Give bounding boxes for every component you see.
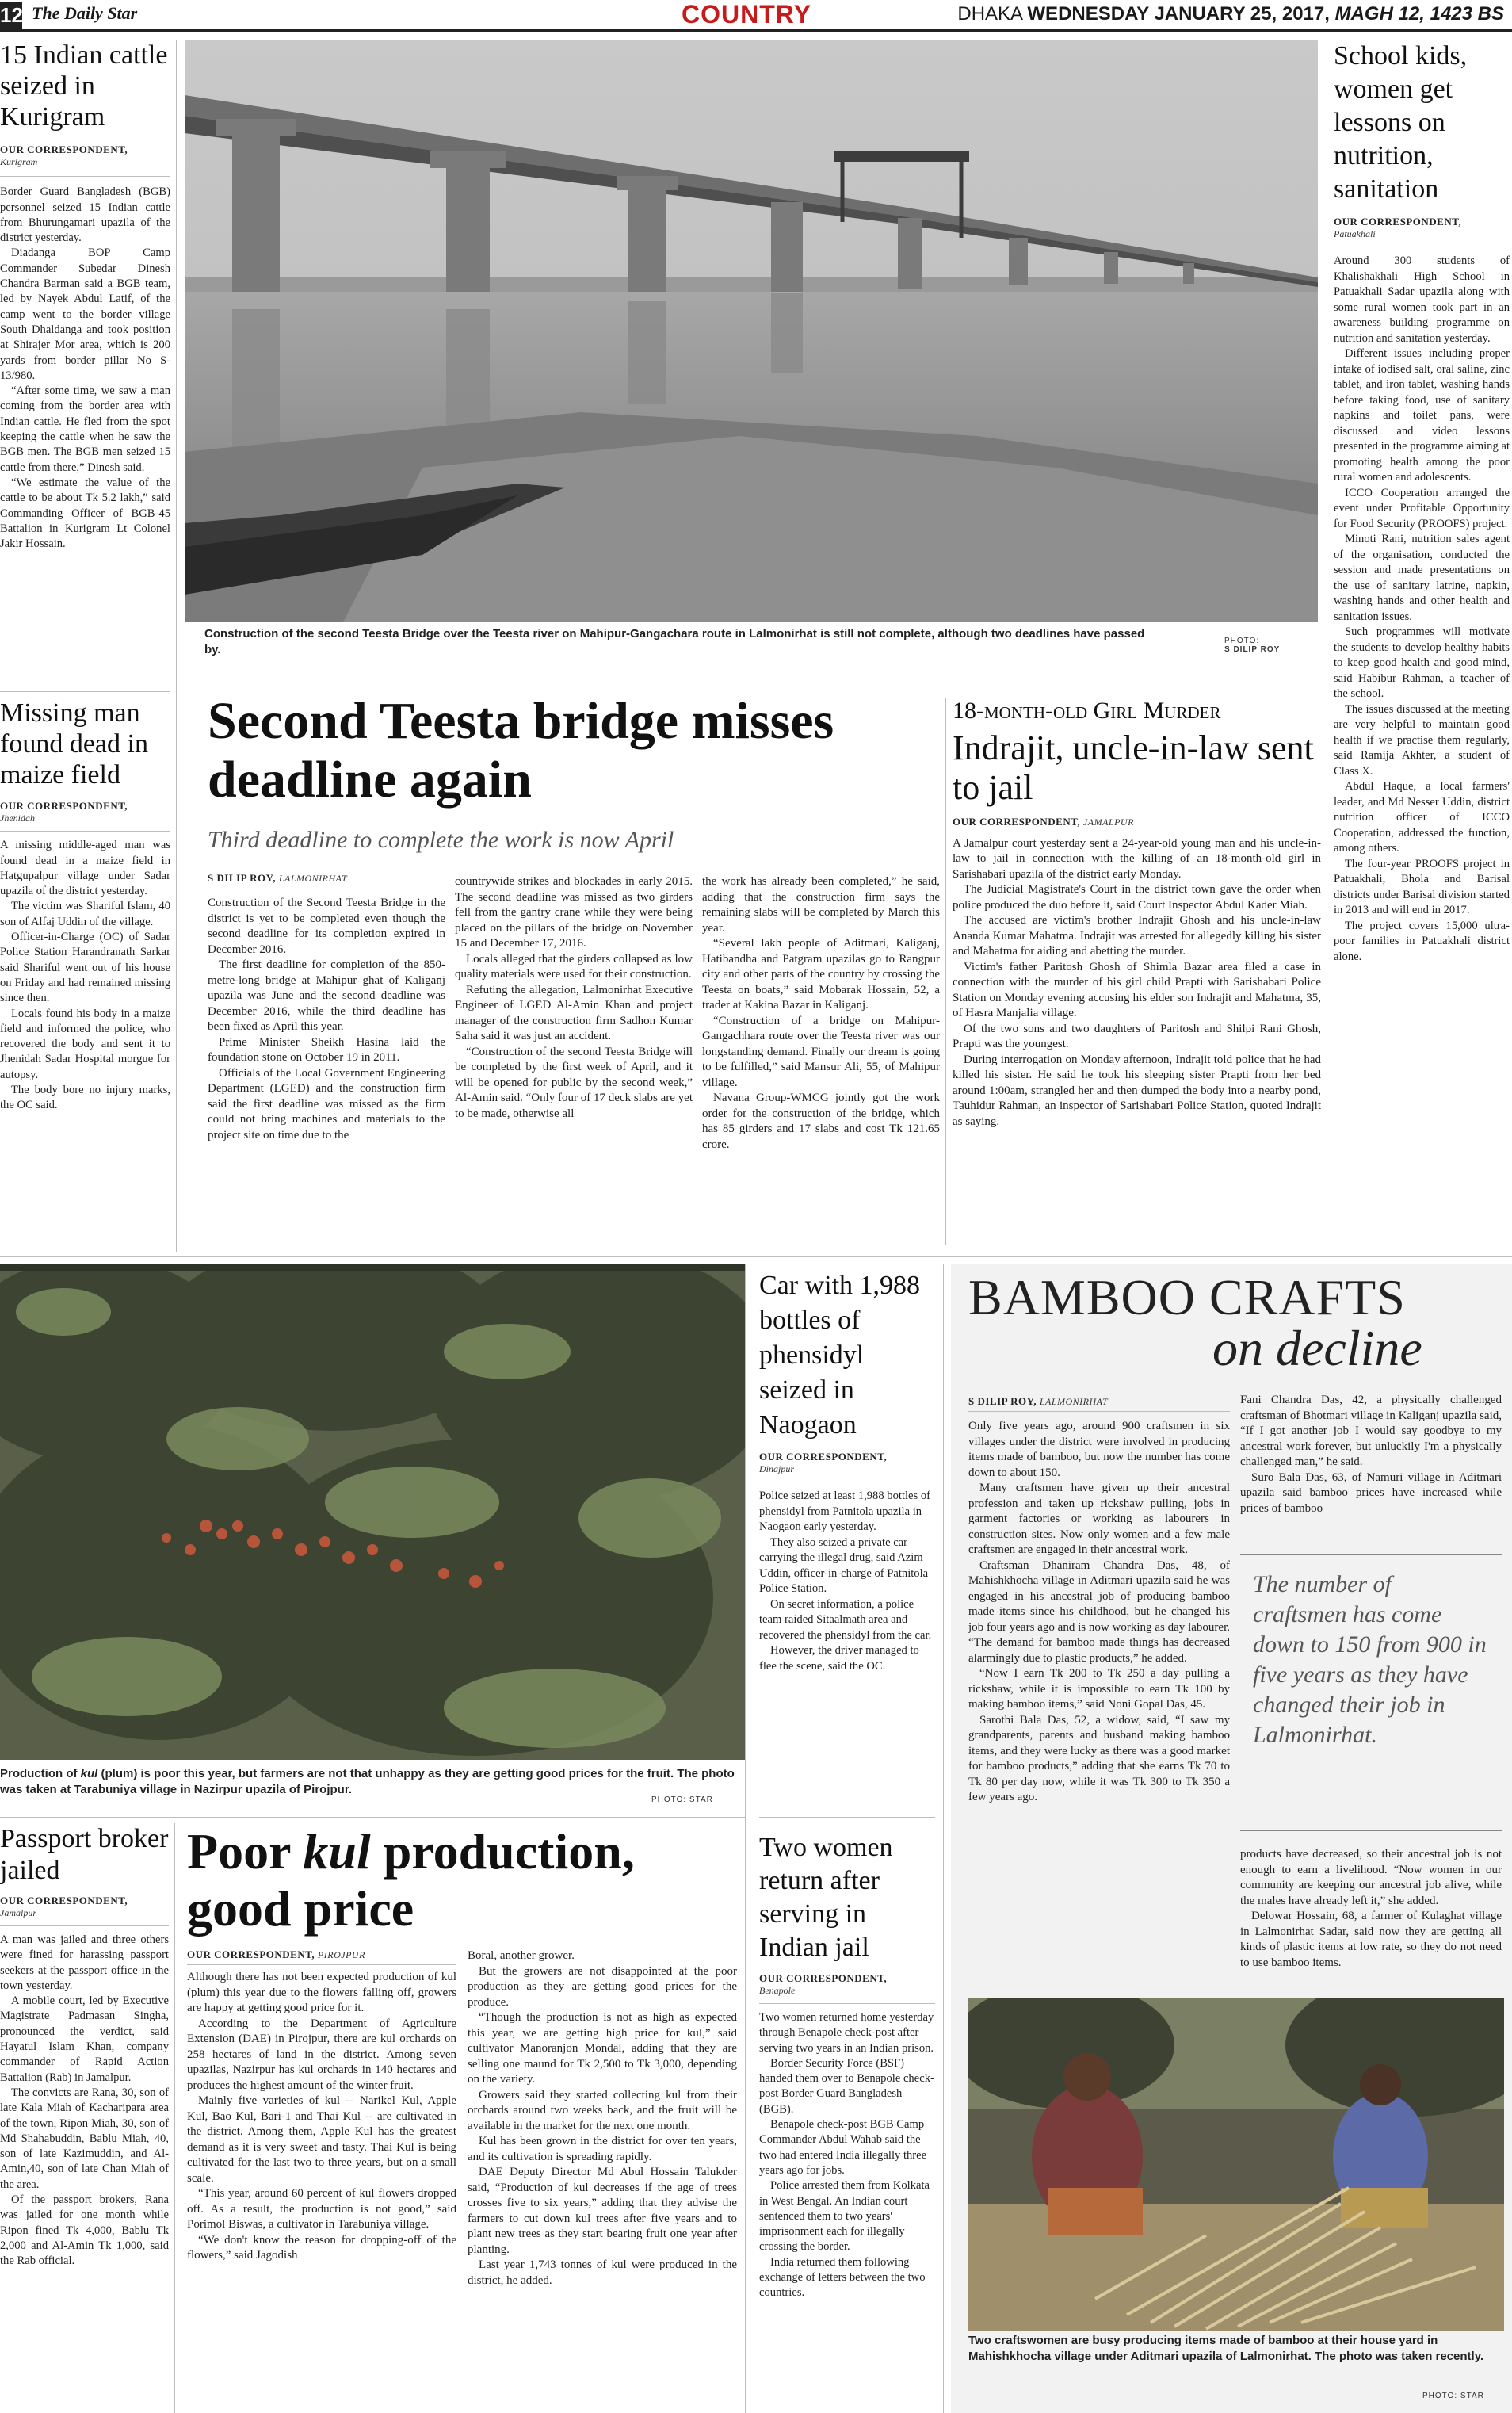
article-murder xyxy=(953,698,1321,1130)
article-body-col2-cont: products have decreased, so their ancestral job is not enough to earn a livelihood. “Now women in our community are keeping our ancestral job alive, while the males have already left it,” she added. Delowar Hossain, 68, a farmer of Kulaghat village in Lalmonirhat Sadar, said now they are getting all kinds of plastic items at low rate, so they do not need to use bamboo items. xyxy=(1240,1848,1502,1969)
section-title: COUNTRY xyxy=(682,0,812,29)
headline: 15 Indian cattle seized in Kurigram xyxy=(0,40,168,132)
article-phensidyl xyxy=(759,1268,935,1674)
byline: S DILIP ROY, LALMONIRHAT xyxy=(208,872,348,884)
bamboo-photo-caption: Two craftswomen are busy producing items made of bamboo at their house yard in Mahishkhocha village under Aditmari upazila of Lalmonirhat. The photo was taken recently. xyxy=(968,2334,1484,2363)
headline-italic: on decline xyxy=(1212,1320,1422,1376)
article-body: A missing middle-aged man was found dead in a maize field in Hatgupalpur village under Sadar upazila of the district yesterday. The victim was Shariful Islam, 40 son of Alfaj Uddin of the village. Officer-in-Charge (OC) of Sadar Police Station Harandranath Sarkar said Shariful went out of his house on Friday and had remained missing since then. Locals found his body in a maize field and informed the police, who recovered the body and sent it to Jhenidah Sadar Hospital morgue for autopsy. The body bore no injury marks, the OC said. xyxy=(0,839,170,1112)
dateline: Dinajpur xyxy=(759,1463,795,1474)
article-body-col1: Although there has not been expected production of kul (plum) this year due to the flowers falling off, growers are happy at getting good price for it. According to the Department of Agriculture Extension (DAE) in Pirojpur, there are kul orchards on 258 hectares of land in the district. Among seven upazilas, Nazirpur has kul orchards in 140 hectares and produces the highest amount of the winter fruit. Mainly five varieties of kul -- Narikel Kul, Apple Kul, Bao Kul, Bari-1 and Thai Kul -- are cultivated in the district. Among them, Apple Kul has the greatest demand as it is very sweet and tasty. Thai Kul is being cultivated for the last two to three years, but on a small scale. “This year, around 60 percent of kul flowers dropped off. As a result, the production is not good,” said Porimol Biswas, a cultivator in Tarabuniya village. “We don't know the reason for dropping-off of the flowers,” said Jagodish xyxy=(187,1971,456,2262)
dateline: Kurigram xyxy=(0,156,38,168)
subheadline: Third deadline to complete the work is now April xyxy=(208,827,674,853)
dateline: Benapole xyxy=(759,1985,796,1996)
article-school xyxy=(1334,40,1510,965)
article-body: Border Guard Bangladesh (BGB) personnel seized 15 Indian cattle from Bhurungamari upazila of the district yesterday. Diadanga BOP Camp Commander Subedar Dinesh Chandra Barman said a BGB team, led by Nayek Abdul Latif, of the camp went to the border village South Dhaldanga and took position at Shirajer Mor area, which is 200 yards from border pillar No S-13/980. “After some time, we saw a man coming from the border area with Indian cattle. He fled from the spot keeping the cattle when he saw the BGB men. The BGB men seized 15 cattle from there,” Dinesh said. “We estimate the value of the cattle to be about Tk 5.2 lakh,” said Commanding Officer of BGB-45 Battalion in Kurigram Lt Colonel Jakir Hossain. xyxy=(0,185,170,551)
photo-credit: PHOTO: STAR xyxy=(651,1795,713,1804)
kul-photo-caption: Production of kul (plum) is poor this year, but farmers are not that unhappy as they are getting good prices for the fruit. The photo was taken at Tarabuniya village in Nazirpur upazila of Pirojpur. xyxy=(0,1767,735,1796)
article-body-col2: countrywide strikes and blockades in early 2015. The second deadline was missed as two girders fell from the gantry crane while they were being placed on the pillars of the bridge on November 15 and December 17, 2016. Locals alleged that the girders collapsed as low quality materials were used for their construction. Refuting the allegation, Lalmonirhat Executive Engineer of LGED Al-Amin Khan and project manager of the construction firm Sadhon Kumar Saha said it was just an accident. “Construction of the second Teesta Bridge will be completed by the first week of April, and it will be opened for public by the second week,” Al-Amin said. “Only four of 17 deck slabs are yet to be made, otherwise all xyxy=(455,875,693,1120)
article-body-col1: Only five years ago, around 900 craftsmen in six villages under the district were involved in producing items made of bamboo, but now the number has come down to about 150. Many craftsmen have given up their ancestral profession and taken up rickshaw pulling, jobs in garment factories or working as labourers in construction sites. Now only women and a few male craftsmen are engaged in their ancestral work. Craftsman Dhaniram Chandra Das, 48, of Mahishkhocha village in Aditmari upazila said he was engaged in his ancestral job of producing bamboo made items since his childhood, but he changed his job four years ago and is now working as day labourer. “The demand for bamboo made things has decreased alarmingly due to plastic products,” he added. “Now I earn Tk 200 to Tk 250 a day pulling a rickshaw, while it is impossible to earn Tk 100 by making bamboo items,” said Noni Gopal Das, 45. Sarothi Bala Das, 52, a widow, said, “I saw my grandparents, parents and husband making bamboo items, and they were lucky as there was a good market for bamboo products,” adding that she earns Tk 70 to Tk 80 per day now, while it was Tk 300 to Tk 350 a few years ago. xyxy=(968,1420,1230,1803)
photo-credit: PHOTO: S DILIP ROY xyxy=(1224,637,1281,654)
page-number: 12 xyxy=(0,3,23,27)
headline: Passport broker jailed xyxy=(0,1824,169,1885)
photo-credit: PHOTO: STAR xyxy=(1422,2392,1484,2400)
bamboo-craft-photo xyxy=(968,1998,1504,2331)
article-body-col3: the work has already been completed,” he said, adding that the construction firm says the remaining slabs will be completed by March this year. “Several lakh people of Aditmari, Kaliganj, Hatibandha and Patgram upazilas go to Rangpur city and other parts of the country by crossing the Teesta on boats,” said Mobarak Hossain, 52, a trader at Kakina Bazar in Kaliganj. “Construction of a bridge on Mahipur-Gangachhara route over the Teesta river was our longstanding demand. Finally our dream is going to be fulfilled,” said Mansur Ali, 55, of Mahipur village. Navana Group-WMCG jointly got the work order for the construction of the bridge, which has 85 girders and 17 slabs and cost Tk 121.65 crore. xyxy=(702,875,940,1151)
issue-date: DHAKA WEDNESDAY JANUARY 25, 2017, MAGH 12, 1423 BS xyxy=(957,3,1504,25)
headline: Second Teesta bridge misses deadline again xyxy=(208,692,834,809)
article-body-col1: Construction of the Second Teesta Bridge in the district is yet to be completed even though the second deadline for its completion expired in December 2016. The first deadline for completion of the 850-metre-long bridge at Mahipur ghat of Kaliganj upazila was June and the second deadline was December 2016, while the third deadline has been fixed as April this year. Prime Minister Sheikh Hasina laid the foundation stone on October 19 in 2011. Officials of the Local Government Engineering Department (LGED) and the construction firm said the first deadline was missed as the firm could not bring machines and materials to the project site on time due to the xyxy=(208,897,445,1141)
bridge-photo-caption: Construction of the second Teesta Bridge over the Teesta river on Mahipur-Gangachara route in Lalmonirhat is still not complete, although two deadlines have passed by. xyxy=(204,627,1145,656)
headline: Two women return after serving in Indian jail xyxy=(759,1833,893,1962)
kicker: 18-month-old Girl Murder xyxy=(953,698,1221,724)
byline: OUR CORRESPONDENT, JAMALPUR xyxy=(953,815,1134,828)
dateline: Jamalpur xyxy=(0,1907,36,1918)
byline: OUR CORRESPONDENT, xyxy=(759,1972,888,1984)
article-cattle xyxy=(0,40,170,552)
article-women xyxy=(759,1831,935,2301)
dateline: Jhenidah xyxy=(0,813,35,824)
article-body: A man was jailed and three others were fined for harassing passport seekers at the passport office in the town yesterday. A mobile court, led by Executive Magistrate Padmasan Singha, pronounced the verdict, said Hayatul Islam Khan, company commander of Rapid Action Battalion (Rab) in Jamalpur. The convicts are Rana, 30, son of late Kala Miah of Kacharipara area of the town, Ripon Miah, 30, son of Md Shahabuddin, Bablu Miah, 40, son of late Kazimuddin, and Al-Amin,40, son of late Chan Miah of the area. Of the passport brokers, Rana was jailed for one month while Ripon fined Tk 4,000, Bablu Tk 2,000 and Al-Amin Tk 1,000, said the Rab official. xyxy=(0,1933,169,2268)
article-body: Police seized at least 1,988 bottles of phensidyl from Patnitola upazila in Naogaon early yesterday. They also seized a private car carrying the illegal drug, said Azim Uddin, officer-in-charge of Patnitola Police Station. On secret information, a police team raided Sitaalmath area and recovered the phensidyl from the car. However, the driver managed to flee the scene, said the OC. xyxy=(759,1489,932,1673)
headline: Missing man found dead in maize field xyxy=(0,698,148,790)
headline: Poor kul production, good price xyxy=(187,1823,635,1937)
headline: School kids, women get lessons on nutrition, sanitation xyxy=(1334,41,1468,204)
headline: Indrajit, uncle-in-law sent to jail xyxy=(953,728,1314,807)
byline: OUR CORRESPONDENT, xyxy=(0,1895,128,1906)
headline: Car with 1,988 bottles of phensidyl seized in Naogaon xyxy=(759,1271,921,1440)
byline: OUR CORRESPONDENT, xyxy=(0,800,128,813)
masthead xyxy=(0,0,1512,32)
byline: S DILIP ROY, LALMONIRHAT xyxy=(968,1395,1109,1407)
kul-tree-photo xyxy=(0,1264,745,1760)
byline: OUR CORRESPONDENT, PIROJPUR xyxy=(187,1948,365,1960)
newspaper-name: The Daily Star xyxy=(32,3,138,23)
byline: OUR CORRESPONDENT, xyxy=(759,1451,888,1463)
article-body: Around 300 students of Khalishakhali High School in Patuakhali Sadar upazila along with some rural women took part in an awareness building programme on nutrition and sanitation yesterday. Different issues including proper intake of iodised salt, oral saline, zinc tablet, and iron tablet, washing hands before taking food, use of sanitary napkins and toilet pans, were discussed and video lessons presented in the programme aiming at promoting health among the poor rural women and adolescents. ICCO Cooperation arranged the event under Profitable Opportunity for Food Security (PROOFS) project. Minoti Rani, nutrition sales agent of the organisation, conducted the session and made presentations on the use of sanitary latrine, napkin, washing hands and other health and sanitation issues. Such programmes will motivate the students to develop healthy habits to keep good health and good mind, said Habibur Rahman, a teacher of the school. The issues discussed at the meeting are very helpful to maintain good health if we practise them regularly, said Ramija Akhter, a student of Class X. Abdul Haque, a local farmers' leader, and Md Nesser Uddin, district nutrition officer of ICCO Cooperation, addressed the function, among others. The four-year PROOFS project in Patuakhali, Bhola and Barisal districts under Barisal division started in 2013 and will end in 2017. The project covers 15,000 ultra-poor families in Patuakhali district alone. xyxy=(1334,254,1510,963)
column-rule xyxy=(176,40,177,1252)
article-body: Two women returned home yesterday through Benapole check-post after serving two years in an Indian prison. Border Security Force (BSF) handed them over to Benapole check-post Border Guard Bangladesh (BGB). Benapole check-post BGB Camp Commander Abdul Wahab said the two had entered India illegally three years ago for jobs. Police arrested them from Kolkata in West Bengal. An Indian court sentenced them to two years' imprisonment each for illegally crossing the border. India returned them following exchange of letters between the two countries. xyxy=(759,2011,934,2300)
section-rule xyxy=(0,1256,1512,1257)
byline: OUR CORRESPONDENT, xyxy=(0,143,128,156)
headline: BAMBOO CRAFTS xyxy=(968,1269,1406,1325)
pull-quote: The number of craftsmen has come down to 150 from 900 in five years as they have changed their job in Lalmonirhat. xyxy=(1240,1554,1502,1831)
bridge-photo xyxy=(185,40,1318,622)
article-body-col2: Boral, another grower. But the growers are not disappointed at the poor production as they are getting good prices for the produce. “Though the production is not as high as expected this year, we are getting high price for kul,” said cultivator Manoranjon Mondal, adding that they are selling one maund for Tk 2,500 to Tk 3,000, depending on the variety. Growers said they started collecting kul from their orchards around two weeks back, and the fruit will be available in the market for the next one month. Kul has been grown in the district for over ten years, and its cultivation is spreading rapidly. DAE Deputy Director Md Abul Hossain Talukder said, “Production of kul decreases if the age of trees crosses five to six years,” adding that they advise the farmers to cut down kul trees after five years and to plant new trees as they start bearing fruit one year after planting. Last year 1,743 tonnes of kul were produced in the district, he added. xyxy=(468,1949,737,2287)
article-body-col2: Fani Chandra Das, 42, a physically challenged craftsman of Bhotmari village in Kaliganj upazila said, “If I got another job I would say goodbye to my ancestral work forever, but unluckily I'm a physically challenged man,” he said. Suro Bala Das, 63, of Namuri village in Aditmari upazila said bamboo prices have increased while prices of bamboo xyxy=(1240,1394,1502,1515)
article-maize xyxy=(0,698,170,1114)
article-body: A Jamalpur court yesterday sent a 24-year-old young man and his uncle-in-law to jail in connection with the killing of an 18-month-old girl in Sarishabari upazila of the district early Monday. The Judicial Magistrate's Court in the district town gave the order when police produced the duo before it, said Court Inspector Abdul Kader Miah. The accused are victim's brother Indrajit Ghosh and his uncle-in-law Ananda Kumar Mahatma. Indrajit was arrested for allegedly killing his sister and Mahatma for aiding and abetting the murder. Victim's father Paritosh Ghosh of Shimla Bazar area filed a case in connection with the murder of his girl child Prapti with Sarishabari Police Station on Monday evening accusing his elder son Indrajit and Mahatma, 35, of Hasra Manjalia village. Of the two sons and two daughters of Paritosh and Shilpi Rani Ghosh, Prapti was the youngest. During interrogation on Monday afternoon, Indrajit told police that he had killed his sister. He said he took his sleeping sister Prapti from her bed around 1:00am, strangled her and then dumped the body into a nearby pond, Tauhidur Rahman, an inspector of Sarishabari Police Station, quoted Indrajit as saying. xyxy=(953,836,1321,1128)
article-passport xyxy=(0,1823,169,2270)
dateline: Patuakhali xyxy=(1334,228,1376,239)
byline: OUR CORRESPONDENT, xyxy=(1334,216,1462,228)
